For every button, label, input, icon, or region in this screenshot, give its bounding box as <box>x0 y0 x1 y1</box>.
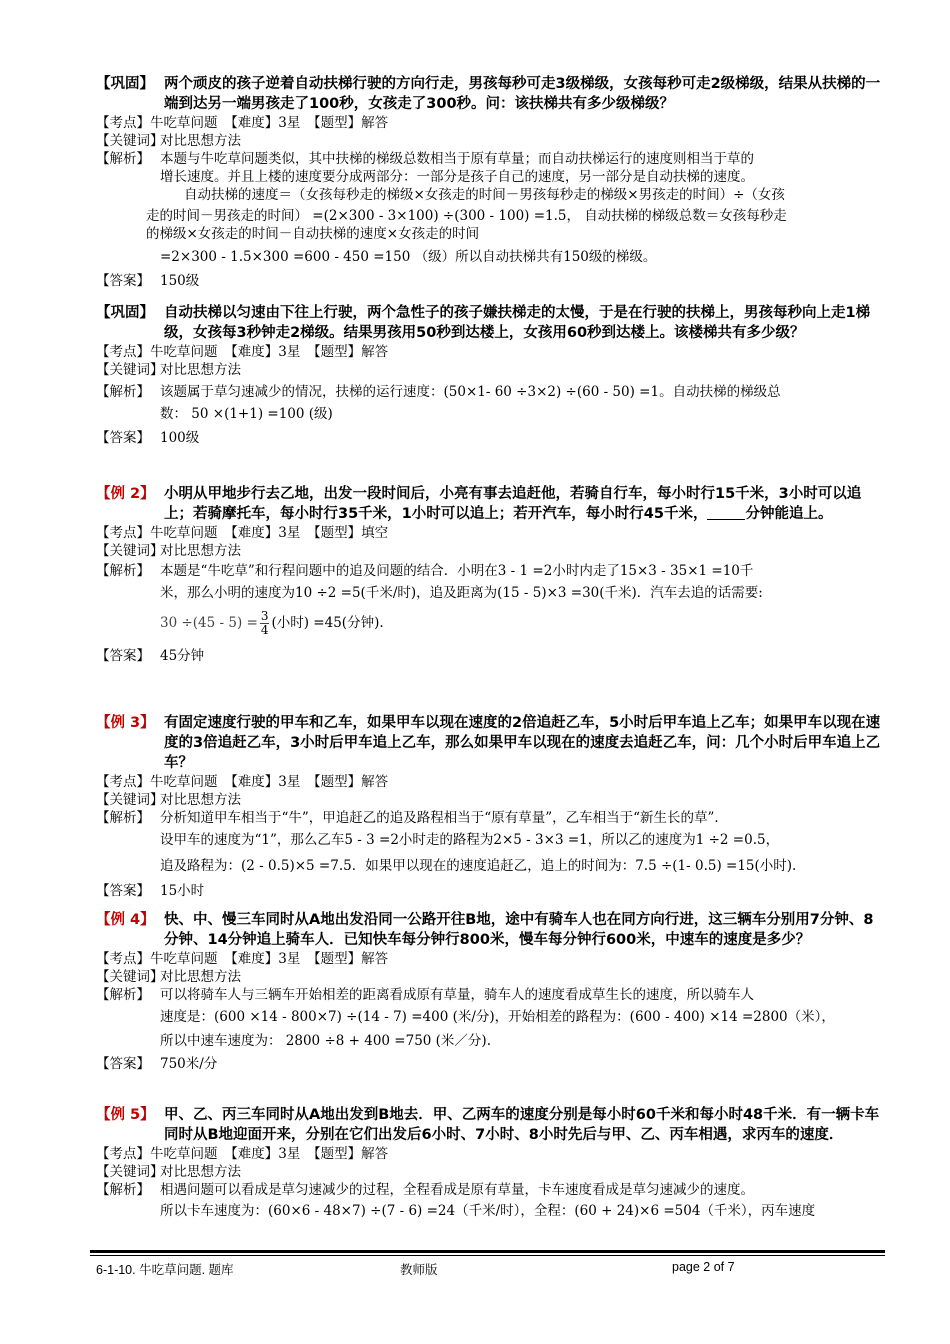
analysis-line: 该题属于草匀速减少的情况，扶梯的运行速度：(50×1- 60 ÷3×2) ÷(60 - 50) =1。自动扶梯的梯级总 <box>160 384 781 400</box>
analysis-label: 【解析】 <box>96 563 150 579</box>
analysis-line: 数： 50 ×(1+1) =100 (级) <box>160 406 333 422</box>
answer-label: 【答案】 <box>96 273 150 289</box>
analysis-line: 本题是“牛吃草”和行程问题中的追及问题的结合．小明在3 - 1 =2小时内走了15×3 - 35×1 =10千 <box>160 563 754 579</box>
analysis-block <box>96 150 886 186</box>
analysis-line: 相遇问题可以看成是草匀速减少的过程，全程看成是原有草量，卡车速度看成是草匀速减少的速度。 <box>160 1182 754 1198</box>
meta-line: 【考点】牛吃草问题 【难度】3星 【题型】解答 <box>96 115 389 131</box>
analysis-formula <box>160 610 886 637</box>
question-text-end: 分钟能追上。 <box>745 506 833 522</box>
fill-blank <box>707 505 745 520</box>
analysis-line: 增长速度。并且上楼的速度要分成两部分：一部分是孩子自己的速度，另一部分是自动扶梯的速度。 <box>160 169 754 185</box>
question-text: 两个顽皮的孩子逆着自动扶梯行驶的方向行走，男孩每秒可走3级梯级，女孩每秒可走2级梯级，结果从扶梯的一端到达另一端男孩走了100秒，女孩走了300秒。问：该扶梯共有多少级梯级？ <box>164 76 881 112</box>
analysis-line: 走的时间－男孩走的时间） =(2×300 - 3×100) ÷(300 - 100) =1.5， 自动扶梯的梯级总数＝女孩每秒走 <box>146 208 787 224</box>
footer-title: 6-1-10. 牛吃草问题. 题库 <box>96 1263 234 1277</box>
analysis-line: 可以将骑车人与三辆车开始相差的距离看成原有草量，骑车人的速度看成草生长的速度，所以骑车人 <box>160 987 754 1003</box>
answer-text: 750米/分 <box>160 1056 218 1072</box>
question <box>96 1105 886 1145</box>
analysis-block <box>96 986 886 1050</box>
keyword-label: 【关键词】 <box>96 792 164 808</box>
keyword-text: 对比思想方法 <box>160 792 241 808</box>
question-text: 甲、乙、丙三车同时从A地出发到B地去．甲、乙两车的速度分别是每小时60千米和每小时48千米．有一辆卡车同时从B地迎面开来，分别在它们出发后6小时、7小时、8小时先后与甲、乙、丙车相遇，求丙车的速度． <box>164 1107 880 1143</box>
question <box>96 303 886 343</box>
analysis-line: 速度是：(600 ×14 - 800×7) ÷(14 - 7) =400 (米/分)，开始相差的路程为：(600 - 400) ×14 =2800（米）， <box>160 1009 835 1025</box>
analysis-line: =2×300 - 1.5×300 =600 - 450 =150 （级）所以自动扶梯共有150级的梯级。 <box>160 249 657 265</box>
problem-example-5 <box>96 1105 886 1220</box>
analysis-block <box>96 1181 886 1220</box>
question <box>96 484 886 524</box>
keyword-label: 【关键词】 <box>96 543 164 559</box>
fraction-numerator: 3 <box>260 609 269 623</box>
question <box>96 74 886 114</box>
answer-label: 【答案】 <box>96 430 150 446</box>
analysis-line: 的梯级×女孩走的时间－自动扶梯的速度×女孩走的时间 <box>146 226 480 242</box>
fraction <box>260 610 270 637</box>
keyword-label: 【关键词】 <box>96 362 164 378</box>
problem-tag: 【例 3】 <box>96 715 155 731</box>
meta-line: 【考点】牛吃草问题 【难度】3星 【题型】解答 <box>96 951 389 967</box>
question-text: 小明从甲地步行去乙地，出发一段时间后，小亮有事去追赶他，若骑自行车，每小时行15千米，3小时可以追上；若骑摩托车，每小时行35千米，1小时可以追上；若开汽车，每小时行45千米， <box>164 486 862 522</box>
keyword-line <box>96 132 886 150</box>
analysis-label: 【解析】 <box>96 987 150 1003</box>
formula-left: 30 ÷(45 - 5) = <box>160 615 258 631</box>
keyword-label: 【关键词】 <box>96 969 164 985</box>
meta-line: 【考点】牛吃草问题 【难度】3星 【题型】解答 <box>96 344 389 360</box>
answer-text: 15小时 <box>160 883 205 899</box>
analysis-line: 自动扶梯的速度＝（女孩每秒走的梯级×女孩走的时间－男孩每秒走的梯级×男孩走的时间）÷（女孩 <box>184 187 785 203</box>
footer-rule-thick <box>90 1250 885 1253</box>
fraction-denominator: 4 <box>260 623 269 637</box>
answer-label: 【答案】 <box>96 648 150 664</box>
analysis-line: 追及路程为：(2 - 0.5)×5 =7.5．如果甲以现在的速度追赶乙，追上的时间为：7.5 ÷(1- 0.5) =15(小时). <box>160 858 797 874</box>
meta-line: 【考点】牛吃草问题 【难度】3星 【题型】解答 <box>96 774 389 790</box>
answer-text: 150级 <box>160 273 200 289</box>
analysis-line: 本题与牛吃草问题类似，其中扶梯的梯级总数相当于原有草量；而自动扶梯运行的速度则相当于草的 <box>160 151 754 167</box>
analysis-line: 所以中速车速度为： 2800 ÷8 + 400 =750 (米／分). <box>160 1033 491 1049</box>
question-text: 自动扶梯以匀速由下往上行驶，两个急性子的孩子嫌扶梯走的太慢，于是在行驶的扶梯上，男孩每秒向上走1梯级，女孩每3秒钟走2梯级。结果男孩用50秒到达楼上，女孩用60秒到达楼上。该楼梯共有多少级？ <box>164 305 871 341</box>
answer-text: 45分钟 <box>160 648 205 664</box>
question-text: 快、中、慢三车同时从A地出发沿同一公路开往B地，途中有骑车人也在同方向行进，这三辆车分别用7分钟、8分钟、14分钟追上骑车人．已知快车每分钟行800米，慢车每分钟行600米，中速车的速度是多少？ <box>164 912 874 948</box>
keyword-line <box>96 791 886 809</box>
problem-tag: 【例 4】 <box>96 912 155 928</box>
analysis-label: 【解析】 <box>96 1182 150 1198</box>
keyword-text: 对比思想方法 <box>160 969 241 985</box>
keyword-line <box>96 542 886 560</box>
keyword-line <box>96 968 886 986</box>
keyword-text: 对比思想方法 <box>160 1164 241 1180</box>
answer-label: 【答案】 <box>96 883 150 899</box>
answer-label: 【答案】 <box>96 1056 150 1072</box>
analysis-label: 【解析】 <box>96 810 150 826</box>
problem-example-2 <box>96 484 886 665</box>
problem-tag: 【例 5】 <box>96 1107 155 1123</box>
problem-consolidate-2 <box>96 303 886 447</box>
answer-line <box>96 882 886 900</box>
analysis-label: 【解析】 <box>96 151 150 167</box>
keyword-line <box>96 361 886 379</box>
analysis-block <box>96 383 886 423</box>
footer-page-number: page 2 of 7 <box>672 1260 735 1274</box>
analysis-line: 分析知道甲车相当于“牛”，甲追赶乙的追及路程相当于“原有草量”，乙车相当于“新生长的草”． <box>160 810 728 826</box>
footer-edition: 教师版 <box>400 1263 438 1277</box>
keyword-line <box>96 1163 886 1181</box>
answer-line <box>96 647 886 665</box>
keyword-text: 对比思想方法 <box>160 362 241 378</box>
keyword-label: 【关键词】 <box>96 1164 164 1180</box>
keyword-text: 对比思想方法 <box>160 133 241 149</box>
analysis-label: 【解析】 <box>96 384 150 400</box>
formula-right: (小时) =45(分钟). <box>271 615 384 631</box>
problem-tag: 【例 2】 <box>96 486 155 502</box>
keyword-text: 对比思想方法 <box>160 543 241 559</box>
problem-consolidate-1 <box>96 74 886 290</box>
question <box>96 910 886 950</box>
analysis-block <box>96 562 886 637</box>
answer-text: 100级 <box>160 430 200 446</box>
problem-example-4 <box>96 910 886 1073</box>
analysis-line: 米，那么小明的速度为10 ÷2 =5(千米/时)，追及距离为(15 - 5)×3 =30(千米)．汽车去追的话需要: <box>160 585 763 601</box>
meta-line: 【考点】牛吃草问题 【难度】3星 【题型】解答 <box>96 1146 389 1162</box>
question <box>96 713 886 773</box>
answer-line <box>96 1055 886 1073</box>
footer-rule-thin <box>90 1255 885 1256</box>
problem-tag: 【巩固】 <box>96 76 154 92</box>
answer-line <box>96 429 886 447</box>
question-text: 有固定速度行驶的甲车和乙车，如果甲车以现在速度的2倍追赶乙车，5小时后甲车追上乙车；如果甲车以现在速度的3倍追赶乙车，3小时后甲车追上乙车，那么如果甲车以现在的速度去追赶乙车，问：几个小时后甲车追上乙车？ <box>164 715 881 771</box>
meta-line: 【考点】牛吃草问题 【难度】3星 【题型】填空 <box>96 525 389 541</box>
analysis-line: 设甲车的速度为“1”，那么乙车5 - 3 =2小时走的路程为2×5 - 3×3 =1，所以乙的速度为1 ÷2 =0.5， <box>160 832 780 848</box>
keyword-label: 【关键词】 <box>96 133 164 149</box>
answer-line <box>96 272 886 290</box>
analysis-block <box>96 809 886 875</box>
problem-example-3 <box>96 713 886 900</box>
problem-tag: 【巩固】 <box>96 305 154 321</box>
analysis-line: 所以卡车速度为：(60×6 - 48×7) ÷(7 - 6) =24（千米/时），全程：(60 + 24)×6 =504（千米），丙车速度 <box>160 1203 816 1219</box>
